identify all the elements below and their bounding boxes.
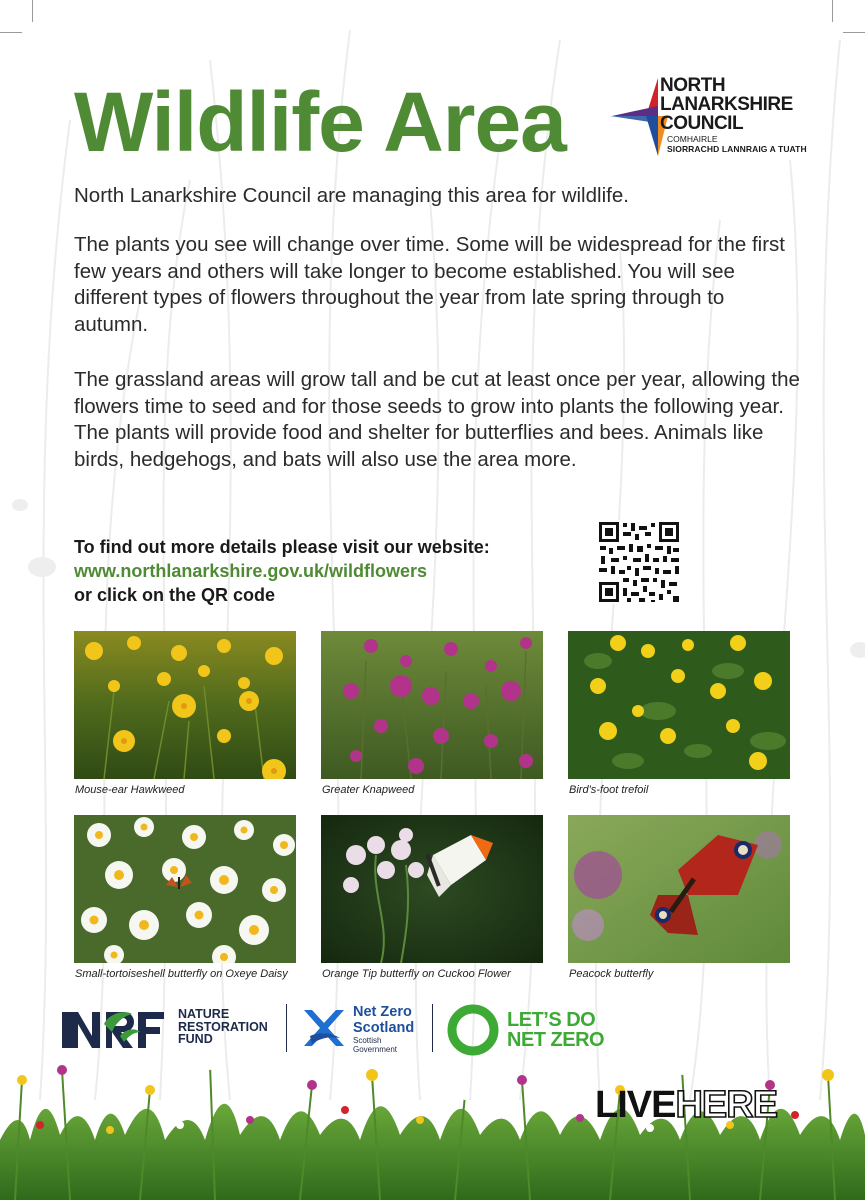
nrf-line: NATURE	[178, 1007, 230, 1021]
website-link[interactable]: www.northlanarkshire.gov.uk/wildflowers	[74, 561, 428, 581]
council-gaelic-line1: COMHAIRLE	[667, 134, 718, 144]
nrf-line: FUND	[178, 1032, 213, 1046]
live-word: LIVE	[595, 1084, 676, 1126]
photo-mouse-ear-hawkweed	[74, 631, 296, 779]
nzs-line: Net Zero	[353, 1004, 412, 1020]
council-logo	[610, 76, 810, 158]
photo-caption: Mouse-ear Hawkweed	[75, 784, 185, 796]
council-gaelic-line2: SIORRACHD LANNRAIG A TUATH	[667, 144, 807, 154]
callout-line: To find out more details please visit our website:	[74, 537, 490, 557]
ldnz-line: LET’S DO	[507, 1009, 596, 1031]
qr-code-icon[interactable]	[597, 520, 681, 604]
nzs-line: Scottish	[353, 1036, 382, 1045]
callout-line: or click on the QR code	[74, 585, 276, 605]
body-paragraph: The grassland areas will grow tall and be cut at least once per year, allowing the flowers time to seed and for those seeds to grow into plants the following year. The plants will provide food and shelter for butterflies and bees. Animals like birds, hedgehogs, and bats will also use the area more.	[74, 368, 800, 471]
photo-caption: Orange Tip butterfly on Cuckoo Flower	[322, 968, 511, 980]
body-paragraph: The plants you see will change over time. Some will be widespread for the first few years and others will take longer to become established. You will see different types of flowers throughout the year from late spring through to autumn.	[74, 233, 786, 336]
nrf-line: RESTORATION	[178, 1019, 268, 1034]
photo-caption: Small-tortoiseshell butterfly on Oxeye Daisy	[75, 968, 288, 980]
ldnz-line: NET ZERO	[507, 1029, 605, 1051]
nzs-line: Government	[353, 1045, 398, 1054]
nzs-line: Scotland	[353, 1020, 415, 1036]
photo-caption: Peacock butterfly	[569, 968, 654, 980]
photo-caption: Greater Knapweed	[322, 784, 415, 796]
live-here-logo	[595, 1086, 777, 1124]
council-name-line2: LANARKSHIRE	[660, 94, 793, 115]
photo-peacock-butterfly	[568, 815, 790, 963]
photo-orange-tip-on-cuckoo-flower	[321, 815, 543, 963]
council-name-line1: NORTH	[660, 75, 726, 96]
here-word: HERE	[675, 1084, 778, 1126]
intro-text: North Lanarkshire Council are managing this area for wildlife.	[74, 184, 629, 207]
page-title: Wildlife Area	[74, 75, 566, 169]
photo-small-tortoiseshell-on-oxeye-daisy	[74, 815, 296, 963]
photo-caption: Bird’s-foot trefoil	[569, 784, 649, 796]
council-name-line3: COUNCIL	[660, 113, 744, 134]
photo-greater-knapweed	[321, 631, 543, 779]
photo-birds-foot-trefoil	[568, 631, 790, 779]
website-callout	[74, 535, 490, 607]
